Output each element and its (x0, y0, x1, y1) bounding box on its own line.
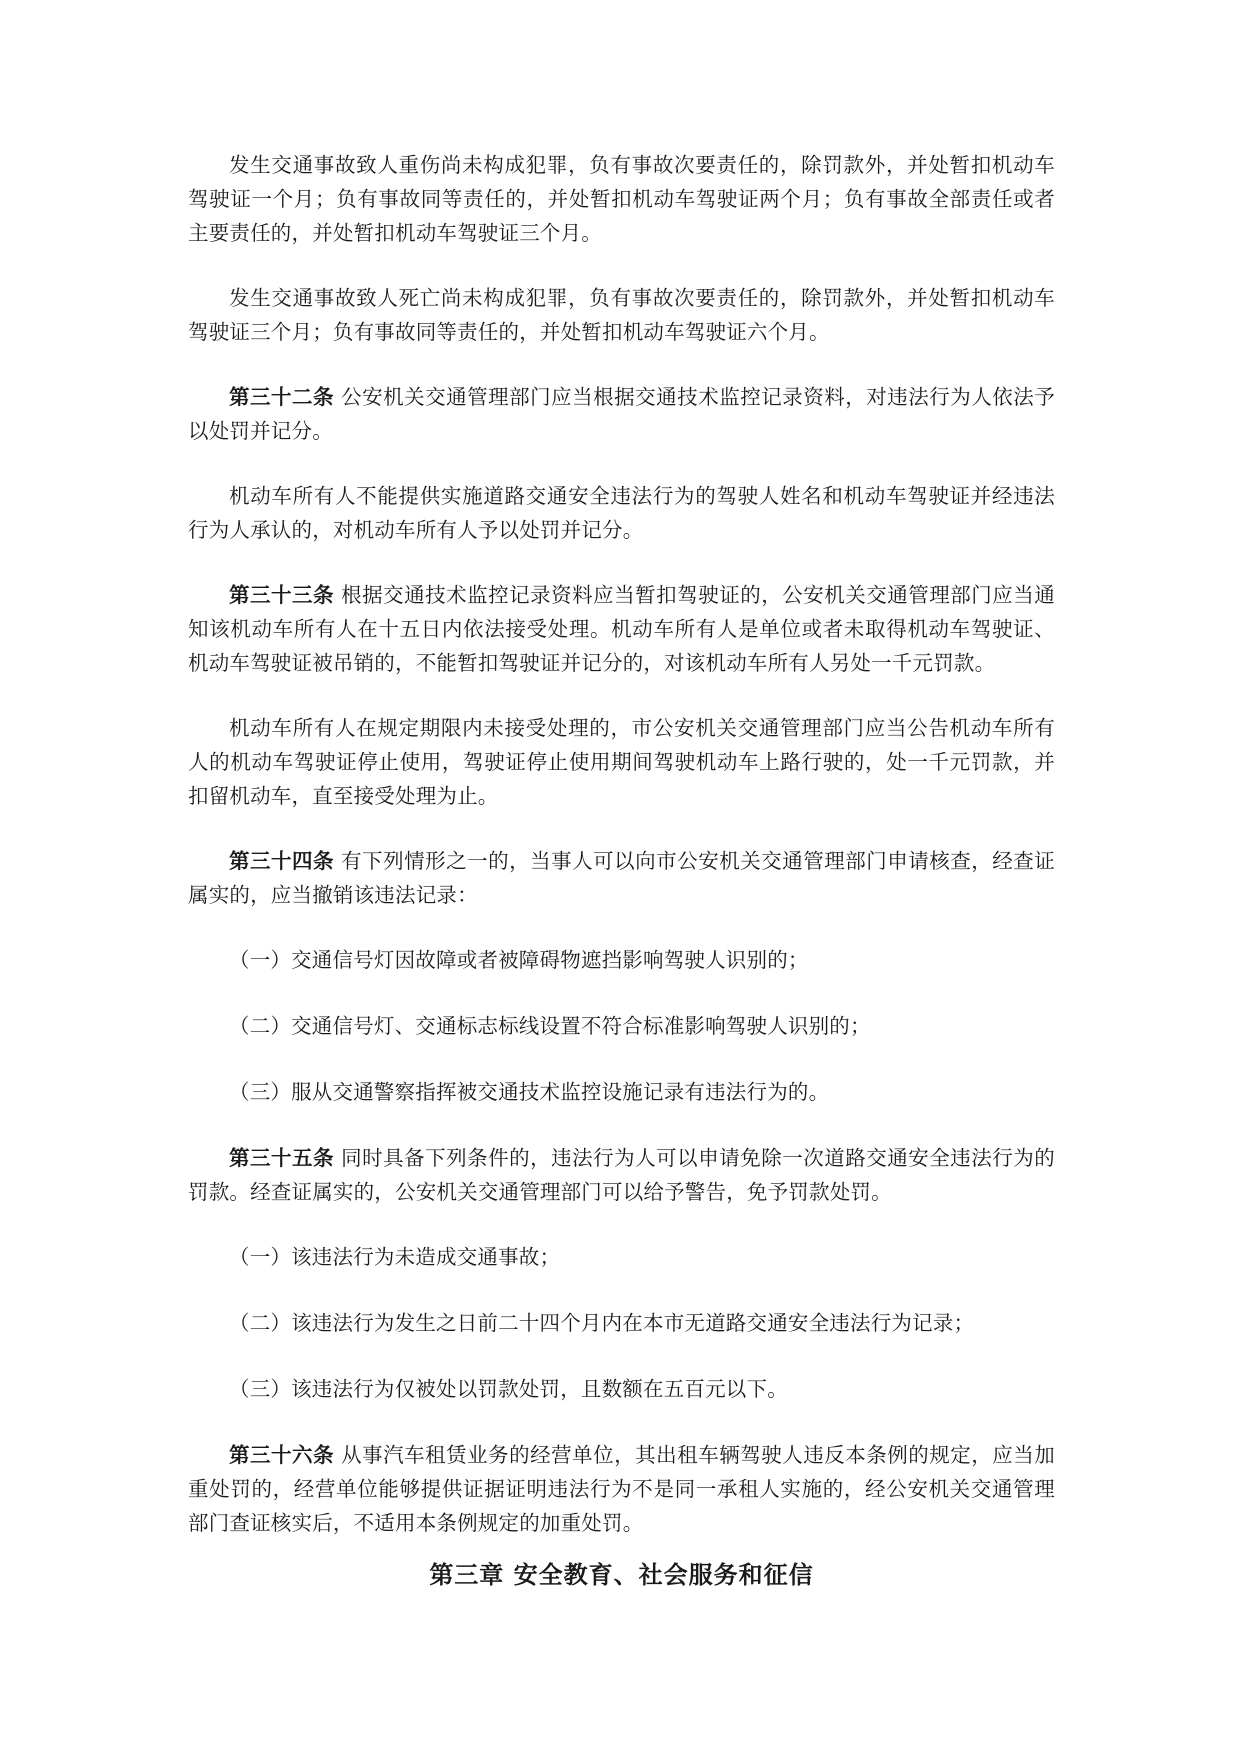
paragraph-death (188, 281, 1055, 349)
list-item: （一）交通信号灯因故障或者被障碍物遮挡影响驾驶人识别的； (229, 948, 809, 972)
document-page (188, 148, 1055, 1592)
paragraph-text: 机动车所有人在规定期限内未接受处理的，市公安机关交通管理部门应当公告机动车所有人的机动车驾驶证停止使用，驾驶证停止使用期间驾驶机动车上路行驶的，处一千元罚款，并扣留机动车，直至接受处理为止。 (188, 716, 1055, 808)
paragraph-serious-injury (188, 148, 1055, 250)
list-item: （二）交通信号灯、交通标志标线设置不符合标准影响驾驶人识别的； (229, 1014, 871, 1038)
article-32 (188, 380, 1055, 448)
list-item: （一）该违法行为未造成交通事故； (229, 1245, 561, 1269)
article-35 (188, 1141, 1055, 1209)
article-number: 第三十三条 (229, 583, 335, 607)
list-item: （三）服从交通警察指挥被交通技术监控设施记录有违法行为的。 (229, 1080, 830, 1104)
article-33 (188, 578, 1055, 680)
article-text: 公安机关交通管理部门应当根据交通技术监控记录资料，对违法行为人依法予以处罚并记分。 (188, 385, 1056, 443)
list-item: （三）该违法行为仅被处以罚款处罚，且数额在五百元以下。 (229, 1377, 788, 1401)
article-number: 第三十二条 (229, 385, 335, 409)
paragraph-owner-not-processed (188, 711, 1055, 813)
article-number: 第三十五条 (229, 1146, 335, 1170)
article-number: 第三十四条 (229, 849, 335, 873)
article-text: 有下列情形之一的，当事人可以向市公安机关交通管理部门申请核查，经查证属实的，应当撤销该违法记录： (188, 849, 1056, 907)
paragraph-owner-cannot-provide (188, 479, 1055, 547)
article-34 (188, 844, 1055, 912)
article-36 (188, 1438, 1055, 1540)
paragraph-text: 发生交通事故致人死亡尚未构成犯罪，负有事故次要责任的，除罚款外，并处暂扣机动车驾驶证三个月；负有事故同等责任的，并处暂扣机动车驾驶证六个月。 (188, 286, 1055, 344)
paragraph-text: 发生交通事故致人重伤尚未构成犯罪，负有事故次要责任的，除罚款外，并处暂扣机动车驾驶证一个月；负有事故同等责任的，并处暂扣机动车驾驶证两个月；负有事故全部责任或者主要责任的，并处暂扣机动车驾驶证三个月。 (188, 153, 1055, 245)
article-number: 第三十六条 (229, 1443, 335, 1467)
list-item: （二）该违法行为发生之日前二十四个月内在本市无道路交通安全违法行为记录； (229, 1311, 975, 1335)
paragraph-text: 机动车所有人不能提供实施道路交通安全违法行为的驾驶人姓名和机动车驾驶证并经违法行为人承认的，对机动车所有人予以处罚并记分。 (188, 484, 1055, 542)
article-text: 从事汽车租赁业务的经营单位，其出租车辆驾驶人违反本条例的规定，应当加重处罚的，经营单位能够提供证据证明违法行为不是同一承租人实施的，经公安机关交通管理部门查证核实后，不适用本条例规定的加重处罚。 (188, 1443, 1056, 1535)
article-text: 同时具备下列条件的，违法行为人可以申请免除一次道路交通安全违法行为的罚款。经查证属实的，公安机关交通管理部门可以给予警告，免予罚款处罚。 (188, 1146, 1056, 1204)
article-text: 根据交通技术监控记录资料应当暂扣驾驶证的，公安机关交通管理部门应当通知该机动车所有人在十五日内依法接受处理。机动车所有人是单位或者未取得机动车驾驶证、机动车驾驶证被吊销的，不能暂扣驾驶证并记分的，对该机动车所有人另处一千元罚款。 (188, 583, 1056, 675)
chapter-heading: 第三章 安全教育、社会服务和征信 (429, 1561, 814, 1589)
